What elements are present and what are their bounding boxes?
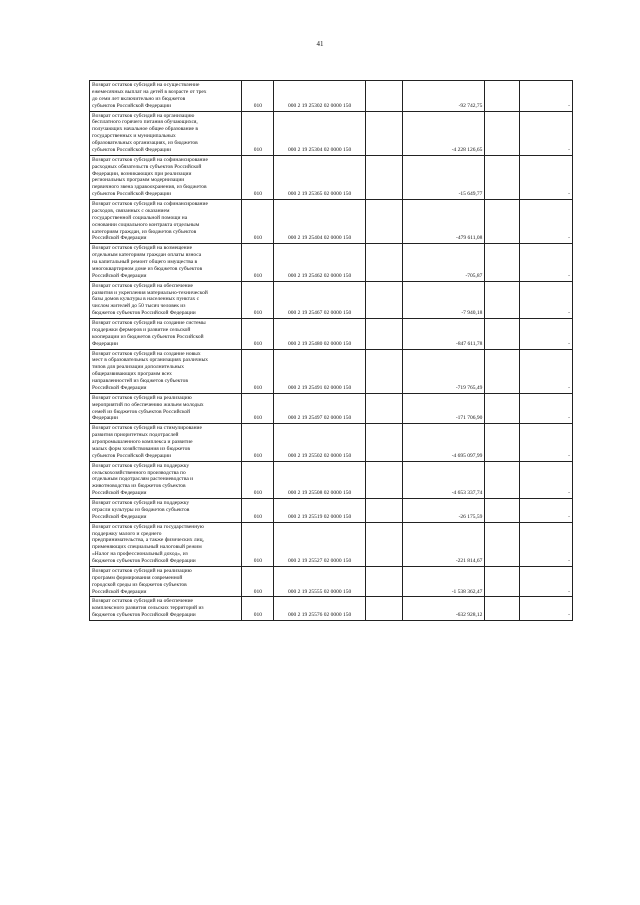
row-empty-cell [365, 566, 402, 597]
row-description: Возврат остатков субсидий на поддержку отрасли культуры из бюджетов субъектов Российской Федерации [90, 499, 242, 523]
row-amount: -15 649,77 [403, 155, 485, 199]
row-empty-cell [485, 200, 520, 244]
row-dash-cell: - [520, 349, 573, 393]
row-classification-code: 000 2 19 25304 02 0000 150 [274, 111, 366, 155]
row-classification-code: 000 2 19 25527 02 0000 150 [274, 522, 366, 566]
row-empty-cell [485, 424, 520, 461]
row-empty-cell [365, 349, 402, 393]
table-row [90, 319, 573, 350]
row-dash-cell: - [520, 522, 573, 566]
row-description: Возврат остатков субсидий на стимулирование развития приоритетных подотраслей агропромышленного комплекса и развитие малых форм хозяйствования из бюджетов субъектов Российской Федерации [90, 424, 242, 461]
row-dash-cell: - [520, 499, 573, 523]
row-empty-cell [485, 319, 520, 350]
row-description: Возврат остатков субсидий на осуществление ежемесячных выплат на детей в возрасте от трех до семи лет включительно из бюджетов субъектов Российской Федерации [90, 81, 242, 112]
row-line-code: 010 [242, 111, 274, 155]
row-dash-cell: - [520, 597, 573, 621]
row-description: Возврат остатков субсидий на возмещение отдельным категориям граждан оплаты взноса на капитальный ремонт общего имущества в многоквартирном доме из бюджетов субъектов Российской Федерации [90, 244, 242, 281]
row-amount: -705,87 [403, 244, 485, 281]
row-classification-code: 000 2 19 25365 02 0000 150 [274, 155, 366, 199]
row-empty-cell [365, 244, 402, 281]
table-row [90, 522, 573, 566]
table-row [90, 566, 573, 597]
row-amount: -221 814,67 [403, 522, 485, 566]
table-row [90, 200, 573, 244]
row-description: Возврат остатков субсидий на создание новых мест в образовательных организациях различных типов для реализации дополнительных общеразвивающих программ всех направленностей из бюджетов субъектов Российской Федерации [90, 349, 242, 393]
row-description: Возврат остатков субсидий на софинансирование расходов, связанных с оказанием государственной социальной помощи на основании социального контракта отдельным категориям граждан, из бюджетов субъектов Российской Федерации [90, 200, 242, 244]
table-row [90, 155, 573, 199]
page-number: 41 [316, 40, 324, 48]
row-classification-code: 000 2 19 25519 02 0000 150 [274, 499, 366, 523]
row-empty-cell [365, 111, 402, 155]
row-classification-code: 000 2 19 25555 02 0000 150 [274, 566, 366, 597]
row-dash-cell: - [520, 393, 573, 424]
row-amount: -632 928,12 [403, 597, 485, 621]
row-description: Возврат остатков субсидий на создание системы поддержки фермеров и развитие сельской кооперации из бюджетов субъектов Российской Федерации [90, 319, 242, 350]
row-amount: -479 611,08 [403, 200, 485, 244]
row-line-code: 010 [242, 281, 274, 318]
row-empty-cell [485, 522, 520, 566]
row-classification-code: 000 2 19 25467 02 0000 150 [274, 281, 366, 318]
row-classification-code: 000 2 19 25497 02 0000 150 [274, 393, 366, 424]
row-classification-code: 000 2 19 25404 02 0000 150 [274, 200, 366, 244]
row-dash-cell: - [520, 566, 573, 597]
row-empty-cell [365, 597, 402, 621]
table-row [90, 111, 573, 155]
table-row [90, 424, 573, 461]
row-classification-code: 000 2 19 25480 02 0000 150 [274, 319, 366, 350]
row-dash-cell: - [520, 281, 573, 318]
row-empty-cell [365, 281, 402, 318]
row-classification-code: 000 2 19 25502 02 0000 150 [274, 424, 366, 461]
row-empty-cell [365, 81, 402, 112]
row-description: Возврат остатков субсидий на реализацию программ формирования современной городской среды из бюджетов субъектов Российской Федерации [90, 566, 242, 597]
table-row [90, 597, 573, 621]
row-empty-cell [485, 111, 520, 155]
row-description: Возврат остатков субсидий на софинансирование расходных обязательств субъектов Российской Федерации, возникающих при реализации региональных программ модернизации первичного звена здравоохранения, из бюджетов субъектов Российской Федерации [90, 155, 242, 199]
row-classification-code: 000 2 19 25508 02 0000 150 [274, 461, 366, 498]
table-row [90, 393, 573, 424]
row-dash-cell: - [520, 155, 573, 199]
row-empty-cell [365, 155, 402, 199]
row-classification-code: 000 2 19 25491 02 0000 150 [274, 349, 366, 393]
row-line-code: 010 [242, 499, 274, 523]
row-description: Возврат остатков субсидий на реализацию мероприятий по обеспечению жильем молодых семей из бюджетов субъектов Российской Федерации [90, 393, 242, 424]
row-empty-cell [485, 244, 520, 281]
row-amount: -7 940,18 [403, 281, 485, 318]
row-line-code: 010 [242, 349, 274, 393]
row-classification-code: 000 2 19 25462 02 0000 150 [274, 244, 366, 281]
row-amount: -171 706,90 [403, 393, 485, 424]
row-empty-cell [365, 461, 402, 498]
row-empty-cell [485, 349, 520, 393]
row-empty-cell [485, 461, 520, 498]
row-empty-cell [365, 499, 402, 523]
row-dash-cell: - [520, 244, 573, 281]
row-amount: -1 538 362,47 [403, 566, 485, 597]
table-row [90, 461, 573, 498]
row-amount: -92 742,75 [403, 81, 485, 112]
row-dash-cell: - [520, 81, 573, 112]
row-empty-cell [485, 155, 520, 199]
row-empty-cell [365, 319, 402, 350]
row-dash-cell: - [520, 424, 573, 461]
row-empty-cell [485, 393, 520, 424]
row-line-code: 010 [242, 522, 274, 566]
row-line-code: 010 [242, 244, 274, 281]
row-amount: -719 765,49 [403, 349, 485, 393]
row-amount: -4 653 337,74 [403, 461, 485, 498]
row-empty-cell [365, 522, 402, 566]
row-line-code: 010 [242, 155, 274, 199]
row-empty-cell [365, 393, 402, 424]
row-description: Возврат остатков субсидий на государственную поддержку малого и среднего предпринимательства, а также физических лиц, применяющих специальный налоговый режим «Налог на профессиональный доход», из бюджетов субъектов Российской Федерации [90, 522, 242, 566]
row-description: Возврат остатков субсидий на обеспечение развития и укрепления материально-технической базы домов культуры в населенных пунктах с числом жителей до 50 тысяч человек из бюджетов субъектов Российской Федерации [90, 281, 242, 318]
table-row [90, 281, 573, 318]
row-line-code: 010 [242, 566, 274, 597]
table-row [90, 244, 573, 281]
table-row [90, 349, 573, 393]
report-table [89, 80, 573, 621]
row-description: Возврат остатков субсидий на организацию бесплатного горячего питания обучающихся, получающих начальное общее образование в государственных и муниципальных образовательных организациях, из бюджетов субъектов Российской Федерации [90, 111, 242, 155]
row-amount: -4 695 097,99 [403, 424, 485, 461]
row-empty-cell [485, 597, 520, 621]
row-line-code: 010 [242, 461, 274, 498]
row-amount: -4 228 126,65 [403, 111, 485, 155]
row-line-code: 010 [242, 200, 274, 244]
row-line-code: 010 [242, 424, 274, 461]
row-amount: -847 611,78 [403, 319, 485, 350]
row-description: Возврат остатков субсидий на обеспечение комплексного развития сельских территорий из бюджетов субъектов Российской Федерации [90, 597, 242, 621]
row-classification-code: 000 2 19 25576 02 0000 150 [274, 597, 366, 621]
row-description: Возврат остатков субсидий на поддержку сельскохозяйственного производства по отдельным подотраслям растениеводства и животноводства из бюджетов субъектов Российской Федерации [90, 461, 242, 498]
row-line-code: 010 [242, 81, 274, 112]
row-classification-code: 000 2 19 25302 02 0000 150 [274, 81, 366, 112]
row-amount: -26 175,59 [403, 499, 485, 523]
row-empty-cell [365, 200, 402, 244]
row-empty-cell [365, 424, 402, 461]
table-row [90, 81, 573, 112]
row-dash-cell: - [520, 111, 573, 155]
row-line-code: 010 [242, 393, 274, 424]
report-table-body [90, 81, 573, 621]
row-line-code: 010 [242, 597, 274, 621]
row-line-code: 010 [242, 319, 274, 350]
row-empty-cell [485, 499, 520, 523]
row-dash-cell: - [520, 200, 573, 244]
row-empty-cell [485, 566, 520, 597]
row-empty-cell [485, 281, 520, 318]
table-row [90, 499, 573, 523]
row-dash-cell: - [520, 461, 573, 498]
row-empty-cell [485, 81, 520, 112]
row-dash-cell: - [520, 319, 573, 350]
